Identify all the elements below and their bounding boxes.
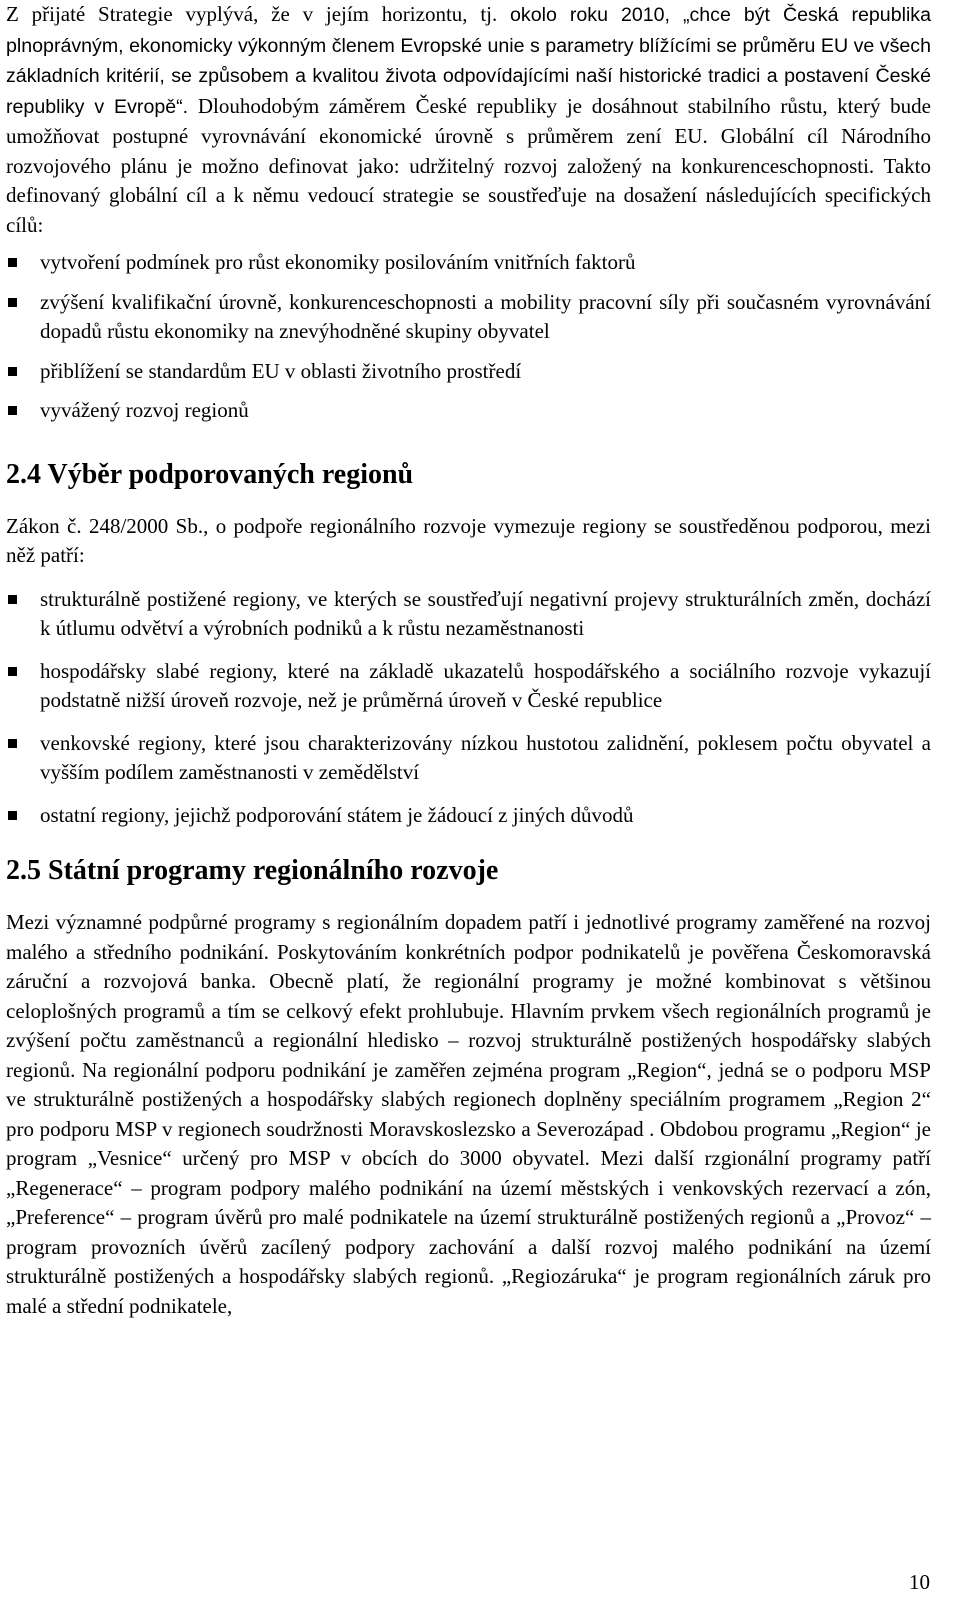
page-number: 10 [909, 1570, 930, 1594]
list-item: venkovské regiony, které jsou charakterizovány nízkou hustotou zalidnění, poklesem počtu obyvatel a vyšším podílem zaměstnanosti v zemědělství [6, 729, 931, 788]
list-item: hospodářsky slabé regiony, které na základě ukazatelů hospodářského a sociálního rozvoje vykazují podstatně nižší úroveň rozvoje, než je průměrná úroveň v České republice [6, 657, 931, 716]
bullet-square-icon [8, 406, 17, 415]
list-item: přiblížení se standardům EU v oblasti životního prostředí [6, 357, 931, 387]
bullet-square-icon [8, 811, 17, 820]
section-2-5-paragraph: Mezi významné podpůrné programy s regionálním dopadem patří i jednotlivé programy zaměřené na rozvoj malého a středního podnikání. Poskytováním konkrétních podpor podnikatelů je pověřena Českomoravská záruční a rozvojová banka. Obecně platí, že regionální programy je možné kombinovat s většinou celoplošných programů a tím se celkový efekt prohlubuje. Hlavním prvkem všech regionálních programů je zvýšení počtu zaměstnanců a regionální hledisko – rozvoj strukturálně postižených hospodářsky slabých regionů. Na regionální podporu podnikání je zaměřen zejména program „Region“, jedná se o podporu MSP ve strukturálně postižených a hospodářsky slabých regionech doplněny speciálním programem „Region 2“ pro podporu MSP v regionech soudržnosti Moravskoslezsko a Severozápad . Obdobou programu „Region“ je program „Vesnice“ určený pro MSP v obcích do 3000 obyvatel. Mezi další rzgionální programy patří „Regenerace“ – program podpory malého podnikání na území městských i venkovských rezervací a zón, „Preference“ – program úvěrů pro malé podnikatele na území strukturálně postižených regionů a „Provoz“ – program provozních úvěrů zacílený podpory zachování a další rozvoj malého podnikání na území strukturálně postižených a hospodářsky slabých regionů. „Regiozáruka“ je program regionálních záruk pro malé a střední podnikatele, [6, 910, 931, 1318]
intro-quote-text: okolo roku 2010, „chce být Česká republika plnoprávným, ekonomicky výkonným členem Evropské unie s parametry blížícími se průměru EU ve všech základních kritérií, se způsobem a kvalitou života odpovídajícími naší historické tradici a postavení České republiky v Evropě“. [6, 4, 931, 118]
intro-lead-text: Z přijaté Strategie vyplývá, že v jejím horizontu, tj. [6, 2, 511, 26]
list-item: strukturálně postižené regiony, ve kterých se soustřeďují negativní projevy strukturálních změn, dochází k útlumu odvětví a výrobních podniků a k růstu nezaměstnanosti [6, 585, 931, 644]
section-2-4-intro [6, 512, 931, 571]
list-item: vyvážený rozvoj regionů [6, 396, 931, 426]
intro-paragraph [6, 0, 931, 240]
bullet-square-icon [8, 739, 17, 748]
list-item: vytvoření podmínek pro růst ekonomiky posilováním vnitřních faktorů [6, 248, 931, 278]
bullet-square-icon [8, 595, 17, 604]
section-heading-2-4: 2.4 Výběr podporovaných regionů [6, 458, 414, 490]
bullet-square-icon [8, 667, 17, 676]
list-item: zvýšení kvalifikační úrovně, konkurenceschopnosti a mobility pracovní síly při současném vyrovnávání dopadů růstu ekonomiky na znevýhodněné skupiny obyvatel [6, 288, 931, 347]
bullet-square-icon [8, 367, 17, 376]
section-heading-2-5: 2.5 Státní programy regionálního rozvoje [6, 855, 499, 886]
bullet-square-icon [8, 258, 17, 267]
bullet-square-icon [8, 298, 17, 307]
intro-rest-text: Dlouhodobým záměrem České republiky je dosáhnout stabilního růstu, který bude umožňovat postupné vyrovnávání ekonomické úrovně s průměrem zení EU. Globální cíl Národního rozvojového plánu je možno definovat jako: udržitelný rozvoj založený na konkurenceschopnosti. Takto definovaný globální cíl a k němu vedoucí strategie se soustřeďuje na dosažení následujících specifických cílů: [6, 93, 931, 237]
regions-list [6, 585, 931, 831]
goals-list [6, 248, 931, 426]
section-2-4-intro-text: , o podpoře regionálního rozvoje vymezuje regiony se soustředěnou podporou, mezi něž patří: [6, 513, 932, 567]
law-reference: Zákon č. 248/2000 Sb. [6, 513, 204, 538]
list-item: ostatní regiony, jejichž podporování státem je žádoucí z jiných důvodů [6, 801, 931, 831]
document-page [6, 0, 931, 1321]
